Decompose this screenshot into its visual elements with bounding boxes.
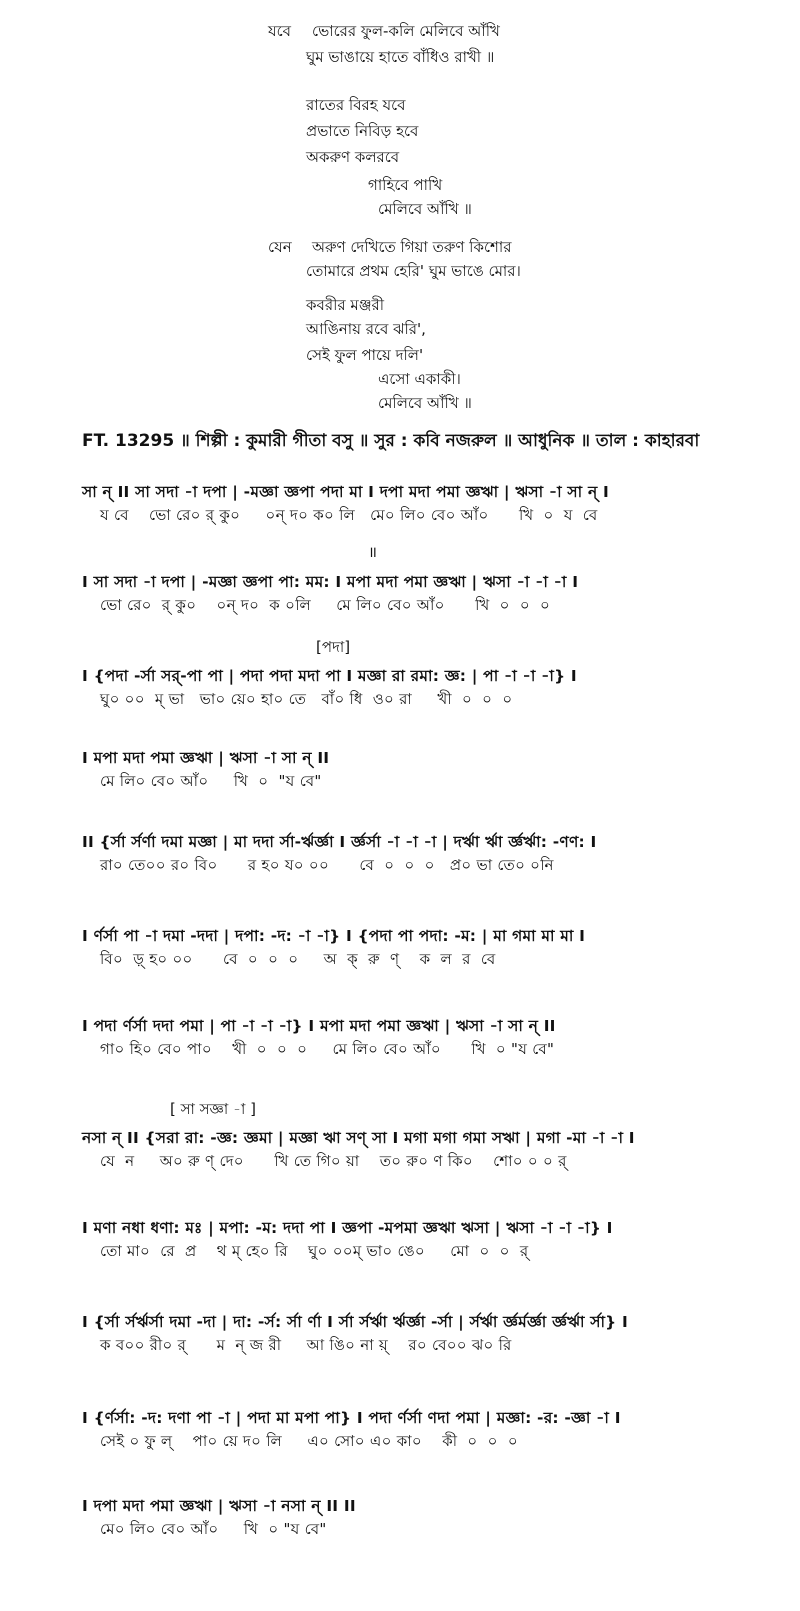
lyric-line [306, 262, 521, 280]
notation-annotation: [ সা সজ্ঞা -া ] [170, 1100, 256, 1118]
lyric-text: কবরীর মঞ্জরী [306, 296, 385, 314]
lyric-text: গাহিবে পাখি [368, 176, 443, 194]
lyric-line [368, 176, 442, 194]
syllable-line: যে ন অ০ রু ণ্ দে০ খি তে গি০ য়া ত০ রু০ ণ কি০ শো০ ০ ০ র্ [100, 1152, 567, 1170]
lyric-text: ঘুম ভাঙায়ে হাতে বাঁধিও রাখী ॥ [306, 48, 495, 66]
swara-line: I মণা নধা ধণা: মঃ | মপা: -ম: দদা পা I জ্ঞপা -মপমা জ্ঞঋা ঋসা | ঋসা -া -া -া} I [82, 1219, 613, 1237]
lyric-line [378, 200, 472, 218]
swara-line: নসা ন্ II {সরা রা: -জ্ঞ: জ্ঞমা | মজ্ঞা ঋা সণ্ সা I মগা মগা গমা সঋা | মগা -মা -া -া I [82, 1129, 635, 1147]
lyric-text: মেলিবে আঁখি ॥ [378, 200, 472, 218]
record-meta: FT. 13295 ॥ শিল্পী : কুমারী গীতা বসু ॥ সুর : কবি নজরুল ॥ আধুনিক ॥ তাল : কাহারবা [82, 431, 700, 451]
syllable-line: রা০ তে০০ র০ বি০ র হ০ য০ ০০ বে ০ ০ ০ প্র০ ভা তে০ ০নি [100, 856, 554, 874]
lyric-line [306, 346, 423, 364]
lyric-lead-word: যেন [268, 238, 292, 256]
lyric-line [306, 96, 405, 114]
syllable-line: ঘু০ ০০ ম্ ভা ভা০ য়ে০ হা০ তে বাঁ০ ধি ও০ রা খী ০ ০ ০ [100, 690, 513, 708]
swara-line: I র্ণর্সা পা -া দমা -দদা | দপা: -দ: -া -া} I {পদা পা পদা: -ম: | মা গমা মা মা I [82, 927, 586, 945]
syllable-line: ক ব০০ রী০ র্ ম ন্ জ রী আ ঙি০ না য়্ র০ বে০০ ঝ০ রি [100, 1336, 512, 1354]
notation-annotation: [পদা] [316, 638, 351, 656]
lyric-line [306, 122, 418, 140]
syllable-line: গা০ হি০ বে০ পা০ খী ০ ০ ০ মে লি০ বে০ আঁ০ খি ০ "য বে" [100, 1040, 555, 1058]
lyric-text: সেই ফুল পায়ে দলি' [306, 346, 424, 364]
swara-line: I {র্ণর্সা: -দ: দণা পা -া | পদা মা মপা পা} I পদা র্ণর্সা ণদা পমা | মজ্ঞা: -র: -জ্ঞা -া I [82, 1409, 621, 1427]
lyric-line [378, 394, 472, 412]
syllable-line: ভো রে০ র্ কু০ ০ন্ দ০ ক ০লি মে লি০ বে০ আঁ০ খি ০ ০ ০ [100, 596, 551, 614]
swara-line: II {র্সা র্সর্ণা দমা মজ্ঞা | মা দদা র্সা-র্ঋর্জ্ঞা I র্জ্ঞর্সা -া -া -া | দর্ঋা র্ঋা র্জ্ঞর্ঋা: -ণণ: I [82, 833, 597, 851]
lyric-line [306, 148, 399, 166]
lyric-text: অরুণ দেখিতে গিয়া তরুণ কিশোর [312, 238, 512, 256]
swara-line: সা ন্ II সা সদা -া দপা | -মজ্ঞা জ্ঞপা পদা মা I দপা মদা পমা জ্ঞঋা | ঋসা -া সা ন্ I [82, 483, 609, 501]
lyric-text: এসো একাকী। [378, 370, 461, 388]
swara-line: I পদা র্ণর্সা দদা পমা | পা -া -া -া} I মপা মদা পমা জ্ঞঋা | ঋসা -া সা ন্ II [82, 1017, 556, 1035]
lyric-line [306, 296, 384, 314]
lyric-text: রাতের বিরহ যবে [306, 96, 406, 114]
lyric-text: আঙিনায় রবে ঝরি', [306, 320, 426, 338]
swara-line: I সা সদা -া দপা | -মজ্ঞা জ্ঞপা পা: মম: I মপা মদা পমা জ্ঞঋা | ঋসা -া -া -া I [82, 573, 579, 591]
lyric-line [268, 238, 511, 256]
lyric-text: প্রভাতে নিবিড় হবে [306, 122, 419, 140]
notation-annotation: ॥ [368, 543, 377, 561]
lyric-text: ভোরের ফুল-কলি মেলিবে আঁখি [312, 22, 500, 40]
syllable-line: য বে ভো রে০ র্ কু০ ০ন্ দ০ ক০ লি মে০ লি০ বে০ আঁ০ খি ০ য বে [100, 506, 598, 524]
swara-line: I দপা মদা পমা জ্ঞঋা | ঋসা -া নসা ন্ II II [82, 1497, 356, 1515]
lyric-line [268, 22, 500, 40]
lyric-line [378, 370, 461, 388]
lyric-lead-word: যবে [268, 22, 292, 40]
syllable-line: মে০ লি০ বে০ আঁ০ খি ০ "য বে" [100, 1520, 327, 1538]
lyric-text: মেলিবে আঁখি ॥ [378, 394, 472, 412]
syllable-line: মে লি০ বে০ আঁ০ খি ০ "য বে" [100, 772, 322, 790]
lyric-text: অকরুণ কলরবে [306, 148, 400, 166]
syllable-line: সেই ০ ফু ল্ পা০ য়ে দ০ লি এ০ সো০ এ০ কা০ কী ০ ০ ০ [100, 1432, 518, 1450]
swara-line: I {র্সা র্সর্ঋর্সা দমা -দা | দা: -র্স: র্সা র্ণা I র্সা র্সর্ঋা র্ঋর্জ্ঞা -র্সা | র্সর্ঋা র্জ্ঞর্মর্জ্ঞা র্জ্ঞর্ঋা র্সা} I [82, 1313, 628, 1331]
lyric-line [306, 320, 426, 338]
swara-line: I {পদা -র্সা সর্-পা পা | পদা পদা মদা পা I মজ্ঞা রা রমা: জ্ঞ: | পা -া -া -া} I [82, 667, 577, 685]
lyric-text: তোমারে প্রথম হেরি' ঘুম ভাঙে মোর। [306, 262, 521, 280]
syllable-line: বি০ ড়্ হ০ ০০ বে ০ ০ ০ অ ক্ রু ণ্ ক ল র বে [100, 950, 496, 968]
syllable-line: তো মা০ রে প্র থ ম্ হে০ রি ঘু০ ০০ম্ ভা০ ঙে০ মো ০ ০ র্ [100, 1242, 529, 1260]
lyric-line [306, 48, 494, 66]
swara-line: I মপা মদা পমা জ্ঞঋা | ঋসা -া সা ন্ II [82, 749, 330, 767]
